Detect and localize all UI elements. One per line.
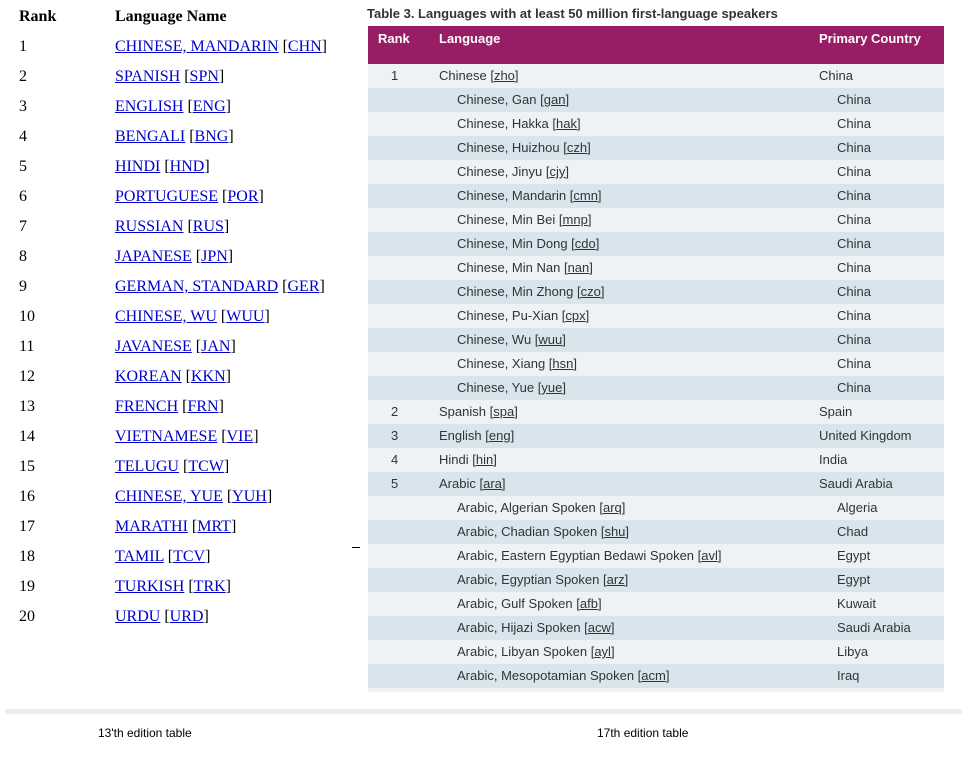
rank-cell: 1 <box>19 38 27 55</box>
rank-cell: 13 <box>19 398 35 415</box>
table-row <box>368 64 944 88</box>
table-row <box>0 428 360 458</box>
language-code-link[interactable]: JAN <box>201 338 231 355</box>
country-cell: Chad <box>837 524 869 539</box>
language-code-link[interactable]: TCW <box>188 458 224 475</box>
table-row <box>0 518 360 548</box>
table-row <box>368 352 944 376</box>
language-name: Chinese <box>439 68 487 83</box>
table-row <box>368 424 944 448</box>
language-code-link[interactable]: ara <box>483 476 502 491</box>
table-row <box>0 278 360 308</box>
language-name: Chinese, Huizhou <box>457 140 560 155</box>
language-code-link[interactable]: GER <box>287 278 320 295</box>
language-link[interactable]: BENGALI <box>115 128 186 145</box>
table-row <box>0 158 360 188</box>
table-row <box>368 376 944 400</box>
country-cell: Egypt <box>837 572 871 587</box>
language-code-link[interactable]: yue <box>541 380 563 395</box>
language-name: Arabic, Chadian Spoken <box>457 524 598 539</box>
language-code-link[interactable]: VIE <box>226 428 254 445</box>
language-link[interactable]: ENGLISH <box>115 98 184 115</box>
table-row <box>0 98 360 128</box>
language-name-cell: GERMAN, STANDARD [GER] <box>115 278 325 295</box>
table-row <box>0 218 360 248</box>
language-code-link[interactable]: cdo <box>574 236 596 251</box>
rank-cell: 1 <box>391 68 399 83</box>
table-row <box>368 208 944 232</box>
language-link[interactable]: CHINESE, WU <box>115 308 217 325</box>
language-name: Arabic <box>439 476 476 491</box>
language-cell: Chinese, Mandarin [cmn] <box>457 188 602 203</box>
country-cell: Libya <box>837 644 869 659</box>
language-code-link[interactable]: KKN <box>191 368 226 385</box>
table-row <box>0 608 360 638</box>
language-cell: Spanish [spa] <box>439 404 518 419</box>
language-code-link[interactable]: mnp <box>562 212 588 227</box>
country-cell: Egypt <box>837 548 871 563</box>
language-name-cell: HINDI [HND] <box>115 158 210 175</box>
table-row <box>0 68 360 98</box>
table-row <box>368 328 944 352</box>
table-row <box>368 304 944 328</box>
language-cell: Chinese, Yue [yue] <box>457 380 566 395</box>
table-row <box>368 448 944 472</box>
table-row <box>368 280 944 304</box>
rank-column-header: Rank <box>19 8 57 25</box>
language-code-link[interactable]: HND <box>169 158 205 175</box>
language-cell: Chinese, Min Dong [cdo] <box>457 236 600 251</box>
language-name-cell: CHINESE, WU [WUU] <box>115 308 270 325</box>
language-name-cell: BENGALI [BNG] <box>115 128 234 145</box>
table-row <box>0 368 360 398</box>
table-row <box>368 160 944 184</box>
language-name-cell: RUSSIAN [RUS] <box>115 218 230 235</box>
table-row <box>0 338 360 368</box>
language-code-link[interactable]: MRT <box>197 518 231 535</box>
rank-cell: 9 <box>19 278 27 295</box>
language-cell: Arabic, Mesopotamian Spoken [acm] <box>457 668 670 683</box>
language-name: Arabic, Gulf Spoken <box>457 596 573 611</box>
language-code-link[interactable]: CHN <box>287 38 322 55</box>
language-name: Chinese, Jinyu <box>457 164 543 179</box>
language-link[interactable]: HINDI <box>115 158 161 175</box>
horizontal-divider <box>5 709 962 714</box>
language-cell: Chinese, Min Bei [mnp] <box>457 212 592 227</box>
country-cell: China <box>837 332 871 347</box>
language-link[interactable]: RUSSIAN <box>115 218 184 235</box>
rank-cell: 8 <box>19 248 27 265</box>
language-name-cell: CHINESE, MANDARIN [CHN] <box>115 38 327 55</box>
language-code-link[interactable]: nan <box>567 260 590 275</box>
language-name-cell: TELUGU [TCW] <box>115 458 230 475</box>
country-cell: China <box>837 92 871 107</box>
country-cell: China <box>837 164 871 179</box>
table-row <box>368 256 944 280</box>
language-code-link[interactable]: TRK <box>193 578 226 595</box>
rank-cell: 12 <box>19 368 35 385</box>
language-cell: Arabic, Chadian Spoken [shu] <box>457 524 630 539</box>
caption-17th-edition: 17th edition table <box>597 726 689 740</box>
table-header-row <box>368 26 944 64</box>
country-cell: China <box>837 380 871 395</box>
language-code-link[interactable]: hak <box>556 116 577 131</box>
language-name: Chinese, Min Nan <box>457 260 561 275</box>
rank-cell: 6 <box>19 188 27 205</box>
language-link[interactable]: SPANISH <box>115 68 181 85</box>
language-code-link[interactable]: afb <box>579 596 598 611</box>
language-cell: Hindi [hin] <box>439 452 497 467</box>
table-row <box>368 592 944 616</box>
table-row <box>368 640 944 664</box>
country-cell: China <box>819 68 853 83</box>
language-name: Arabic, Libyan Spoken <box>457 644 588 659</box>
language-code-link[interactable]: gan <box>543 92 566 107</box>
language-code-link[interactable]: ENG <box>192 98 226 115</box>
country-cell: Kuwait <box>837 596 877 611</box>
language-cell: English [eng] <box>439 428 515 443</box>
language-name-cell: TAMIL [TCV] <box>115 548 211 565</box>
country-cell: China <box>837 236 871 251</box>
rank-cell: 3 <box>19 98 27 115</box>
language-code-link[interactable]: WUU <box>226 308 265 325</box>
table-row <box>368 568 944 592</box>
language-name: Chinese, Hakka <box>457 116 549 131</box>
table-row <box>368 520 944 544</box>
language-name: Chinese, Wu <box>457 332 532 347</box>
rank-cell: 18 <box>19 548 35 565</box>
language-code-link[interactable]: JPN <box>201 248 228 265</box>
language-name-cell: TURKISH [TRK] <box>115 578 231 595</box>
language-name-cell: VIETNAMESE [VIE] <box>115 428 259 445</box>
language-name: Chinese, Mandarin <box>457 188 567 203</box>
rank-cell: 17 <box>19 518 35 535</box>
table-row <box>0 578 360 608</box>
rank-cell: 2 <box>19 68 27 85</box>
language-code-link[interactable]: SPN <box>189 68 219 85</box>
table-row <box>368 88 944 112</box>
table-row <box>0 488 360 518</box>
language-code-link[interactable]: BNG <box>194 128 229 145</box>
language-code-link[interactable]: RUS <box>192 218 224 235</box>
language-cell: Arabic [ara] <box>439 476 506 491</box>
table-row <box>368 400 944 424</box>
language-cell: Chinese [zho] <box>439 68 519 83</box>
country-cell: Saudi Arabia <box>819 476 893 491</box>
rank-cell: 14 <box>19 428 35 445</box>
rank-cell: 7 <box>19 218 27 235</box>
language-link[interactable]: CHINESE, YUE <box>115 488 223 505</box>
language-link[interactable]: KOREAN <box>115 368 182 385</box>
rank-cell: 5 <box>391 476 399 491</box>
table-row <box>0 458 360 488</box>
language-link[interactable]: PORTUGUESE <box>115 188 219 205</box>
language-name: Arabic, Hijazi Spoken <box>457 620 581 635</box>
country-cell: China <box>837 188 871 203</box>
country-cell: Spain <box>819 404 853 419</box>
primary-country-column-header: Primary Country <box>819 31 921 46</box>
language-code-link[interactable]: ayl <box>594 644 611 659</box>
rank-cell: 4 <box>19 128 27 145</box>
language-name-cell: ENGLISH [ENG] <box>115 98 231 115</box>
table-title: Table 3. Languages with at least 50 million first-language speakers <box>367 6 778 21</box>
country-cell: Saudi Arabia <box>837 620 911 635</box>
language-code-link[interactable]: spa <box>493 404 515 419</box>
language-code-link[interactable]: czh <box>566 140 588 155</box>
country-cell: Iraq <box>837 668 860 683</box>
language-code-link[interactable]: hin <box>475 452 494 467</box>
language-name: English <box>439 428 482 443</box>
language-name: Spanish <box>439 404 486 419</box>
language-code-link[interactable]: arq <box>603 500 622 515</box>
language-name: Chinese, Yue <box>457 380 535 395</box>
language-code-link[interactable]: eng <box>488 428 511 443</box>
table-row <box>368 184 944 208</box>
table-row <box>0 548 360 578</box>
language-cell: Chinese, Gan [gan] <box>457 92 570 107</box>
language-name: Arabic, Eastern Egyptian Bedawi Spoken <box>457 548 695 563</box>
language-link[interactable]: TURKISH <box>115 578 185 595</box>
language-name: Hindi <box>439 452 469 467</box>
table-row <box>368 496 944 520</box>
table-row <box>368 544 944 568</box>
language-code-link[interactable]: cpx <box>565 308 586 323</box>
rank-cell: 10 <box>19 308 35 325</box>
country-cell: China <box>837 212 871 227</box>
table-row <box>0 128 360 158</box>
rank-cell: 5 <box>19 158 27 175</box>
language-link[interactable]: URDU <box>115 608 161 625</box>
table-row <box>0 38 360 68</box>
language-cell: Chinese, Pu-Xian [cpx] <box>457 308 590 323</box>
language-cell: Chinese, Min Nan [nan] <box>457 260 593 275</box>
rank-cell: 4 <box>391 452 399 467</box>
language-link[interactable]: JAPANESE <box>115 248 192 265</box>
language-link[interactable]: GERMAN, STANDARD <box>115 278 279 295</box>
language-name: Chinese, Min Dong <box>457 236 568 251</box>
country-cell: China <box>837 116 871 131</box>
language-cell: Chinese, Wu [wuu] <box>457 332 566 347</box>
language-link[interactable]: JAVANESE <box>115 338 192 355</box>
language-link[interactable]: FRENCH <box>115 398 179 415</box>
language-code-link[interactable]: wuu <box>538 332 563 347</box>
rank-cell: 11 <box>19 338 35 355</box>
language-name-column-header: Language Name <box>115 8 227 25</box>
language-code-link[interactable]: acw <box>587 620 611 635</box>
country-cell: China <box>837 140 871 155</box>
country-cell: China <box>837 260 871 275</box>
language-name-cell: JAVANESE [JAN] <box>115 338 236 355</box>
rank-cell: 3 <box>391 428 399 443</box>
language-code-link[interactable]: FRN <box>187 398 219 415</box>
language-code-link[interactable]: arz <box>606 572 625 587</box>
language-cell: Chinese, Min Zhong [czo] <box>457 284 605 299</box>
language-link[interactable]: VIETNAMESE <box>115 428 218 445</box>
language-code-link[interactable]: shu <box>604 524 626 539</box>
caption-13th-edition: 13'th edition table <box>98 726 192 740</box>
language-name-cell: SPANISH [SPN] <box>115 68 225 85</box>
country-cell: China <box>837 284 871 299</box>
language-name: Chinese, Gan <box>457 92 537 107</box>
country-cell: United Kingdom <box>819 428 912 443</box>
language-link[interactable]: MARATHI <box>115 518 188 535</box>
rank-cell: 16 <box>19 488 35 505</box>
country-cell: China <box>837 308 871 323</box>
language-name-cell: JAPANESE [JPN] <box>115 248 234 265</box>
language-code-link[interactable]: cjy <box>549 164 566 179</box>
table-row <box>0 248 360 278</box>
language-cell: Chinese, Jinyu [cjy] <box>457 164 570 179</box>
language-name: Chinese, Min Bei <box>457 212 556 227</box>
language-link[interactable]: TAMIL <box>115 548 164 565</box>
rank-cell: 2 <box>391 404 399 419</box>
language-code-link[interactable]: YUH <box>232 488 267 505</box>
language-code-link[interactable]: POR <box>227 188 259 205</box>
language-link[interactable]: CHINESE, MANDARIN <box>115 38 279 55</box>
rank-column-header: Rank <box>378 31 410 46</box>
table-bottom-strip <box>368 688 944 692</box>
language-code-link[interactable]: acm <box>641 668 666 683</box>
language-cell: Chinese, Huizhou [czh] <box>457 140 591 155</box>
language-cell: Chinese, Hakka [hak] <box>457 116 581 131</box>
table-row <box>368 136 944 160</box>
language-cell: Arabic, Gulf Spoken [afb] <box>457 596 602 611</box>
language-column-header: Language <box>439 31 501 46</box>
language-link[interactable]: TELUGU <box>115 458 179 475</box>
table-row <box>0 188 360 218</box>
language-name-cell: MARATHI [MRT] <box>115 518 237 535</box>
rank-cell: 19 <box>19 578 35 595</box>
language-name-cell: KOREAN [KKN] <box>115 368 231 385</box>
language-cell: Arabic, Eastern Egyptian Bedawi Spoken [avl] <box>457 548 722 563</box>
country-cell: China <box>837 356 871 371</box>
language-name: Chinese, Min Zhong <box>457 284 574 299</box>
language-cell: Arabic, Libyan Spoken [ayl] <box>457 644 615 659</box>
table-row <box>368 112 944 136</box>
language-name: Chinese, Xiang <box>457 356 546 371</box>
language-name-cell: CHINESE, YUE [YUH] <box>115 488 273 505</box>
language-name: Arabic, Egyptian Spoken <box>457 572 600 587</box>
language-code-link[interactable]: URD <box>169 608 204 625</box>
language-name-cell: PORTUGUESE [POR] <box>115 188 264 205</box>
language-name: Chinese, Pu-Xian <box>457 308 559 323</box>
divider-mark <box>352 547 360 548</box>
language-code-link[interactable]: hsn <box>552 356 574 371</box>
country-cell: India <box>819 452 848 467</box>
language-code-link[interactable]: cmn <box>573 188 598 203</box>
table-row <box>0 398 360 428</box>
language-code-link[interactable]: zho <box>493 68 515 83</box>
language-name-cell: URDU [URD] <box>115 608 209 625</box>
language-cell: Arabic, Hijazi Spoken [acw] <box>457 620 615 635</box>
table-row <box>368 664 944 688</box>
language-code-link[interactable]: TCV <box>173 548 206 565</box>
language-cell: Chinese, Xiang [hsn] <box>457 356 577 371</box>
country-cell: Algeria <box>837 500 878 515</box>
language-name-cell: FRENCH [FRN] <box>115 398 224 415</box>
language-code-link[interactable]: avl <box>701 548 718 563</box>
language-name: Arabic, Algerian Spoken <box>457 500 596 515</box>
table-row <box>368 232 944 256</box>
table-row <box>0 308 360 338</box>
language-name: Arabic, Mesopotamian Spoken <box>457 668 635 683</box>
table-row <box>368 472 944 496</box>
language-cell: Arabic, Egyptian Spoken [arz] <box>457 572 629 587</box>
rank-cell: 20 <box>19 608 35 625</box>
language-code-link[interactable]: czo <box>580 284 601 299</box>
rank-cell: 15 <box>19 458 35 475</box>
table-row <box>368 616 944 640</box>
language-cell: Arabic, Algerian Spoken [arq] <box>457 500 626 515</box>
